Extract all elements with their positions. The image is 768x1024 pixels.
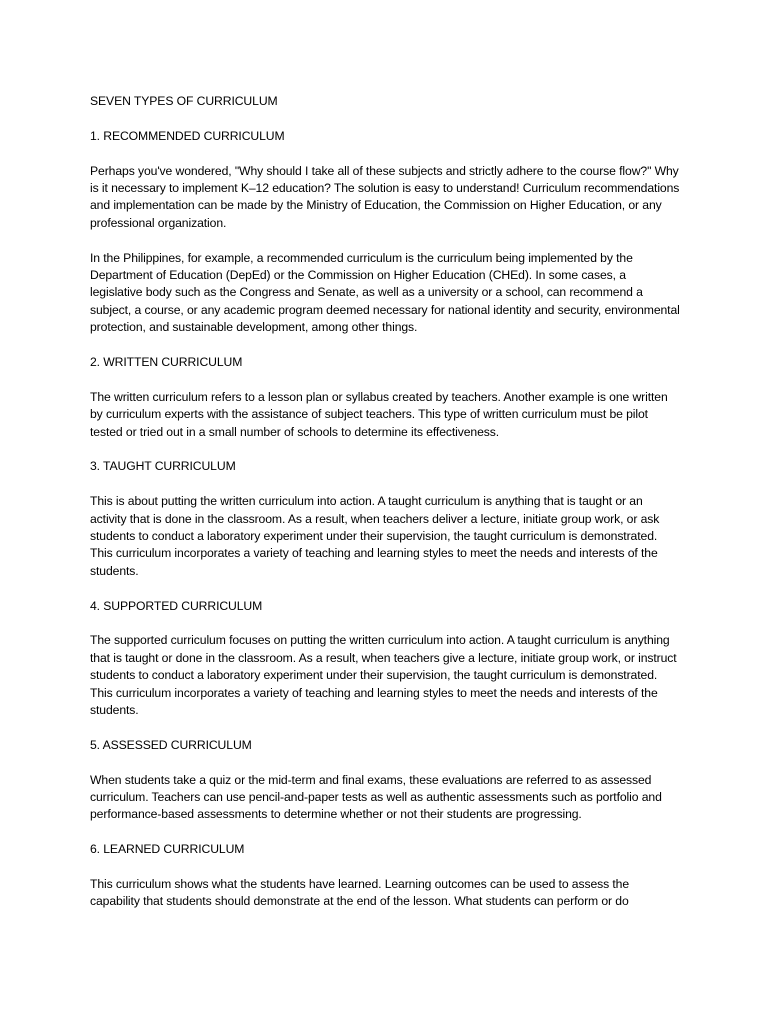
- section-learned-curriculum: [90, 841, 680, 911]
- section-heading: 1. RECOMMENDED CURRICULUM: [90, 128, 285, 143]
- section-recommended-curriculum: [90, 128, 680, 337]
- section-written-curriculum: [90, 354, 680, 441]
- section-supported-curriculum: [90, 598, 680, 720]
- paragraph: When students take a quiz or the mid-term and final exams, these evaluations are referred to as assessed curriculum. Teachers can use pencil-and-paper tests as well as authentic assessments such as portfolio and performance-based assessments to determine whether or not their students are progressing.: [90, 772, 662, 822]
- paragraph: Perhaps you've wondered, "Why should I take all of these subjects and strictly adhere to the course flow?" Why is it necessary to implement K–12 education? The solution is easy to understand! Curriculum recommendations and implementation can be made by the Ministry of Education, the Commission on Higher Education, or any professional organization.: [90, 163, 680, 230]
- section-heading: 6. LEARNED CURRICULUM: [90, 842, 245, 857]
- section-heading: 2. WRITTEN CURRICULUM: [90, 355, 243, 370]
- paragraph: The written curriculum refers to a lesson plan or syllabus created by teachers. Another example is one written by curriculum experts with the assistance of subject teachers. This type of written curriculum must be pilot tested or tried out in a small number of schools to determine its effectiveness.: [90, 389, 668, 439]
- section-heading: 4. SUPPORTED CURRICULUM: [90, 598, 263, 613]
- paragraph: This is about putting the written curriculum into action. A taught curriculum is anything that is taught or an activity that is done in the classroom. As a result, when teachers deliver a lecture, initiate group work, or ask students to conduct a laboratory experiment under their supervision, the taught curriculum is demonstrated. This curriculum incorporates a variety of teaching and learning styles to meet the needs and interests of the students.: [90, 494, 660, 578]
- section-assessed-curriculum: [90, 737, 680, 824]
- section-taught-curriculum: [90, 458, 680, 580]
- paragraph: In the Philippines, for example, a recommended curriculum is the curriculum being implemented by the Department of Education (DepEd) or the Commission on Higher Education (CHEd). In some cases, a legislative body such as the Congress and Senate, as well as a university or a school, can recommend a subject, a course, or any academic program deemed necessary for national identity and security, environmental protection, and sustainable development, among other things.: [90, 250, 680, 335]
- section-heading: 5. ASSESSED CURRICULUM: [90, 737, 252, 752]
- document-page: [90, 93, 680, 928]
- document-title: SEVEN TYPES OF CURRICULUM: [90, 94, 278, 108]
- paragraph: This curriculum shows what the students have learned. Learning outcomes can be used to assess the capability that students should demonstrate at the end of the lesson. What students can perform or do: [90, 877, 630, 909]
- section-heading: 3. TAUGHT CURRICULUM: [90, 459, 236, 474]
- paragraph: The supported curriculum focuses on putting the written curriculum into action. A taught curriculum is anything that is taught or done in the classroom. As a result, when teachers give a lecture, initiate group work, or instruct students to conduct a laboratory experiment under their supervision, the taught curriculum is demonstrated. This curriculum incorporates a variety of teaching and learning styles to meet the needs and interests of the students.: [90, 633, 677, 718]
